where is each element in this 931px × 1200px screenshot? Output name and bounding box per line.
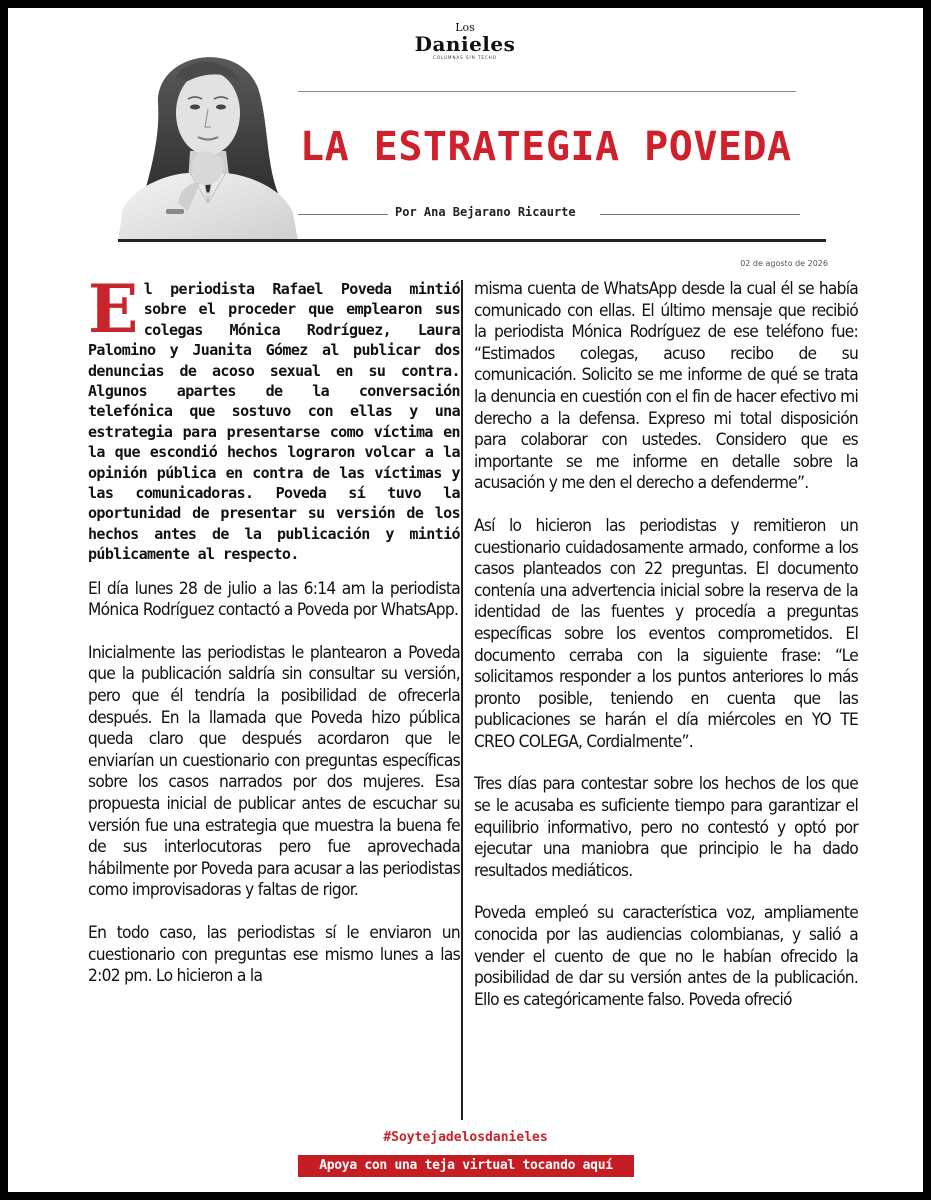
- header-divider-top: [298, 91, 796, 92]
- byline-rule-right: [600, 214, 800, 215]
- support-button[interactable]: Apoya con una teja virtual tocando aquí: [298, 1155, 634, 1177]
- logo-tagline: COLUMNAS SIN TECHO: [433, 55, 497, 60]
- article-title: LA ESTRATEGIA POVEDA: [300, 124, 792, 170]
- column-divider: [461, 280, 463, 1120]
- header-divider-main: [118, 239, 826, 242]
- author-portrait: [118, 33, 298, 241]
- article-lead: [88, 270, 460, 565]
- paragraph: Tres días para contestar sobre los hechos de los que se le acusaba es suficiente tiempo para garantizar el equilibrio informativo, pero no contestó y optó por ejecutar una maniobra que principio le ha dado resultados mediáticos.: [474, 774, 858, 881]
- article-date: 02 de agosto de 2026: [740, 259, 828, 268]
- logo-name: Danieles: [414, 32, 516, 56]
- hashtag-link[interactable]: #Soytejadelosdanieles: [383, 1130, 548, 1145]
- paragraph: El día lunes 28 de julio a las 6:14 am la periodista Mónica Rodríguez contactó a Poveda por WhatsApp.: [88, 578, 460, 621]
- article-column-right: [474, 279, 858, 1032]
- article-byline: Por Ana Bejarano Ricaurte: [395, 205, 576, 219]
- lead-text: l periodista Rafael Poveda mintió sobre el proceder que emplearon sus colegas Mónica Rodríguez, Laura Palomino y Juanita Gómez al publicar dos denuncias de acoso sexual en su contra. Algunos apartes de la conversación telefónica que sostuvo con ellas y una estrategia para presentarse como víctima en la que escondió hechos lograron volcar a la opinión pública en contra de las víctimas y las comunicadoras. Poveda sí tuvo la oportunidad de presentar su versión de los hechos antes de la publicación y mintió públicamente al respecto.: [88, 280, 460, 564]
- article-column-left: [88, 270, 460, 1009]
- drop-cap: E: [88, 270, 138, 348]
- site-logo[interactable]: [405, 22, 525, 60]
- paragraph: Así lo hicieron las periodistas y remitieron un cuestionario cuidadosamente armado, conforme a los casos planteados con 22 preguntas. El documento contenía una advertencia inicial sobre la reserva de la identidad de las fuentes y procedía a preguntas específicas sobre los eventos comprometidos. El documento cerraba con la siguiente frase: “Le solicitamos responder a los puntos anteriores lo más pronto posible, teniendo en cuenta que las publicaciones se harán el día miércoles en YO TE CREO COLEGA, Cordialmente”.: [474, 515, 858, 752]
- paragraph: Poveda empleó su característica voz, ampliamente conocida por las audiencias colombianas, y salió a vender el cuento de que no le habían ofrecido la posibilidad de dar su versión antes de la publicación. Ello es categóricamente falso. Poveda ofreció: [474, 903, 858, 1010]
- paragraph: Inicialmente las periodistas le plantearon a Poveda que la publicación saldría sin consultar su versión, pero que él tendría la posibilidad de ofrecerla después. En la llamada que Poveda hizo pública queda claro que después acordaron que le enviarían un cuestionario con preguntas específicas sobre los casos narrados por dos mujeres. Esa propuesta inicial de publicar antes de escuchar su versión fue una estrategia que muestra la buena fe de sus interlocutoras pero fue aprovechada hábilmente por Poveda para acusar a las periodistas como improvisadoras y faltas de rigor.: [88, 642, 460, 901]
- logo-small-text: Los: [455, 21, 475, 34]
- paragraph: misma cuenta de WhatsApp desde la cual él se había comunicado con ellas. El último mensaje que recibió la periodista Mónica Rodríguez de ese teléfono fue: “Estimados colegas, acuso recibo de su comunicación. Solicito se me informe de qué se trata la denuncia en cuestión con el fin de hacer efectivo mi derecho a la defensa. Expreso mi total disposición para colaborar con ustedes. Considero que es importante se me informe en detalle sobre la acusación y me den el derecho a defenderme”.: [474, 279, 858, 494]
- byline-rule-left: [298, 214, 388, 215]
- paragraph: En todo caso, las periodistas sí le enviaron un cuestionario con preguntas ese mismo lunes a las 2:02 pm. Lo hicieron a la: [88, 923, 460, 987]
